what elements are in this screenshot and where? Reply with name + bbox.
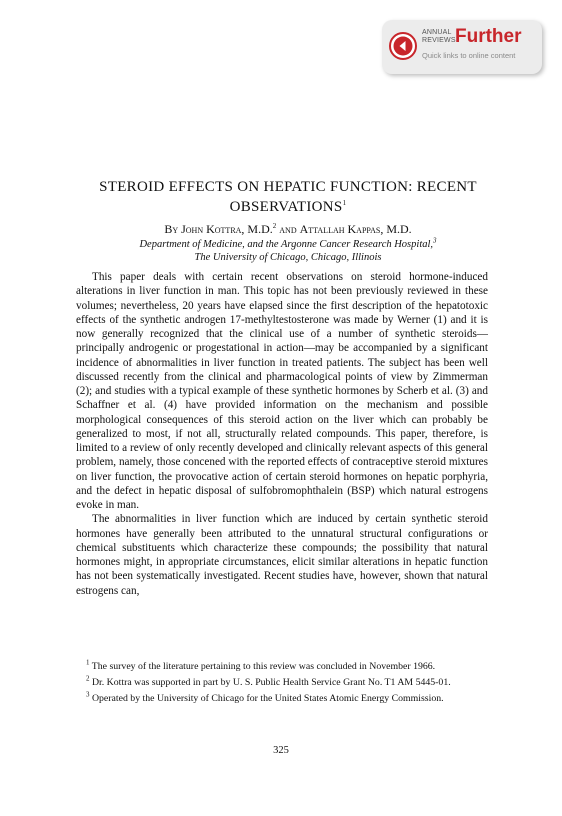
author-kappas: Attallah Kappas, M.D. (299, 222, 412, 236)
badge-publisher: ANNUAL REVIEWS (422, 29, 456, 44)
page-number: 325 (273, 745, 289, 756)
article-title: STEROID EFFECTS ON HEPATIC FUNCTION: RECENT OBSERVATIONS$^1$ (99, 179, 477, 215)
footnotes (76, 660, 488, 708)
play-circle-icon (389, 32, 417, 60)
badge-subtitle: Quick links to online content (422, 51, 516, 60)
article-affiliation: Department of Medicine, and the Argonne Cancer Research Hospital,$^3$ The University of Chicago, Chicago, Illinois (139, 236, 437, 263)
article-body (76, 270, 488, 598)
paragraph-2: The abnormalities in liver function which are induced by certain synthetic steroid hormones have generally been attributed to the unnatural structural configurations or chemical substituents which characterize these compounds; the possibility that natural hormones might, in appropriate circumstances, elicit similar alterations in hepatic function has not been systematically investigated. Recent studies have, however, shown that natural estrogens can, (76, 513, 488, 597)
paragraph-1: This paper deals with certain recent observations on steroid hormone-induced alterations in liver function in man. This topic has not been previously reviewed in these volumes; nevertheless, 20 years have elapsed since the first description of the hepatotoxic effects of the synthetic androgen 17-methyltestosterone was made by Werner (1) and it is now generally recognized that the clinical use of a number of synthetic steroids—principally androgenic or progestational in action—may be accompanied by a significant incidence of abnormalities in liver function in treated patients. The subject has been well discussed recently from the clinical and pharmacological points of view by Zimmerman (2); and studies with a typical example of these synthetic hormones by Scherb et al. (3) and Schaffner et al. (4) have provided information on the mechanism and possible morphological consequences of this steroid action on the liver which can probably be generalized to most, if not all, structurally related compounds. This paper, therefore, is limited to a review of only recently developed and clinically relevant aspects of this general problem, namely, those concened with the reported effects of contraceptive steroid mixtures on liver function, the provocative action of certain steroid hormones on hepatic porphyria, and the defect in hepatic disposal of sulfobromophthalein (BSP) which natural estrogens evoke in man. (76, 271, 488, 511)
footnote-ref-1[interactable]: 1 (342, 199, 347, 207)
and-label: and (279, 222, 297, 236)
footnote-ref-2[interactable]: 2 (272, 222, 277, 230)
badge-further-label: Further (455, 26, 522, 47)
annual-reviews-further-badge[interactable] (382, 20, 542, 74)
footnote-1: $^1$ The survey of the literature pertaining to this review was concluded in November 1966. (86, 658, 436, 672)
article-authors (60, 222, 516, 237)
footnote-3: $^3$ Operated by the University of Chicago for the United States Atomic Energy Commission. (86, 690, 444, 704)
footnote-ref-3[interactable]: 3 (433, 236, 437, 245)
by-label: By (164, 222, 179, 236)
author-kottra: John Kottra, M.D. (181, 222, 273, 236)
footnote-2: $^2$ Dr. Kottra was supported in part by U. S. Public Health Service Grant No. T1 AM 5445-01. (86, 674, 451, 688)
